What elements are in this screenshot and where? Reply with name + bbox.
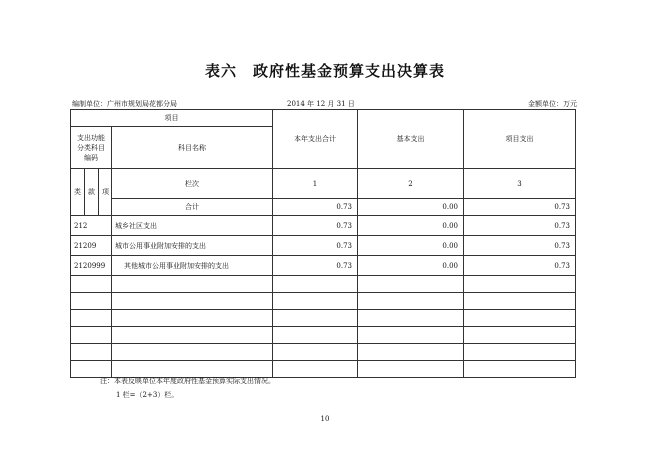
row-project: 0.73 <box>464 236 576 256</box>
row-basic: 0.00 <box>358 236 464 256</box>
header-project: 项目支出 <box>464 110 576 169</box>
row-project: 0.73 <box>464 216 576 236</box>
row-project: 0.73 <box>464 256 576 276</box>
page-number: 10 <box>320 415 330 423</box>
row-name: 城乡社区支出 <box>112 216 273 236</box>
row-code: 2120999 <box>71 256 112 276</box>
header-item: 项目 <box>71 110 273 127</box>
page-title: 表六 政府性基金预算支出决算表 <box>204 62 445 80</box>
note-line-2: 1 栏=（2+3）栏。 <box>116 391 179 399</box>
empty-row <box>71 276 576 293</box>
row-code: 212 <box>71 216 112 236</box>
row-total: 0.73 <box>273 236 358 256</box>
empty-row <box>71 310 576 327</box>
header-lei: 类 <box>71 169 85 216</box>
empty-row <box>71 344 576 361</box>
row-basic: 0.00 <box>358 216 464 236</box>
sum-label: 合计 <box>112 199 273 216</box>
header-xiang: 项 <box>99 169 112 216</box>
row-total: 0.73 <box>273 216 358 236</box>
header-total: 本年支出合计 <box>273 110 358 169</box>
row-basic: 0.00 <box>358 256 464 276</box>
column-number-2: 2 <box>358 169 464 199</box>
header-subject-name: 科目名称 <box>112 127 273 169</box>
row-name: 城市公用事业附加安排的支出 <box>112 236 273 256</box>
sum-total: 0.73 <box>273 199 358 216</box>
table-row <box>71 256 576 276</box>
table-row <box>71 236 576 256</box>
row-name: 其他城市公用事业附加安排的支出 <box>112 256 273 276</box>
sum-basic: 0.00 <box>358 199 464 216</box>
empty-row <box>71 327 576 344</box>
report-date: 2014 年 12 月 31 日 <box>287 100 355 108</box>
empty-row <box>71 293 576 310</box>
empty-row <box>71 361 576 378</box>
reporting-unit: 编制单位：广州市规划局花都分局 <box>72 100 177 108</box>
note-line-1: 注：本表反映单位本年度政府性基金预算实际支出情况。 <box>100 377 275 385</box>
row-code: 21209 <box>71 236 112 256</box>
header-func-code: 支出功能分类科目编码 <box>71 127 112 169</box>
table-row <box>71 216 576 236</box>
header-basic: 基本支出 <box>358 110 464 169</box>
column-number-3: 3 <box>464 169 576 199</box>
column-number-label: 栏次 <box>112 169 273 199</box>
row-total: 0.73 <box>273 256 358 276</box>
column-number-1: 1 <box>273 169 358 199</box>
header-kuan: 款 <box>85 169 99 216</box>
amount-unit: 金额单位：万元 <box>528 100 577 108</box>
sum-project: 0.73 <box>464 199 576 216</box>
expenditure-table <box>70 109 576 378</box>
